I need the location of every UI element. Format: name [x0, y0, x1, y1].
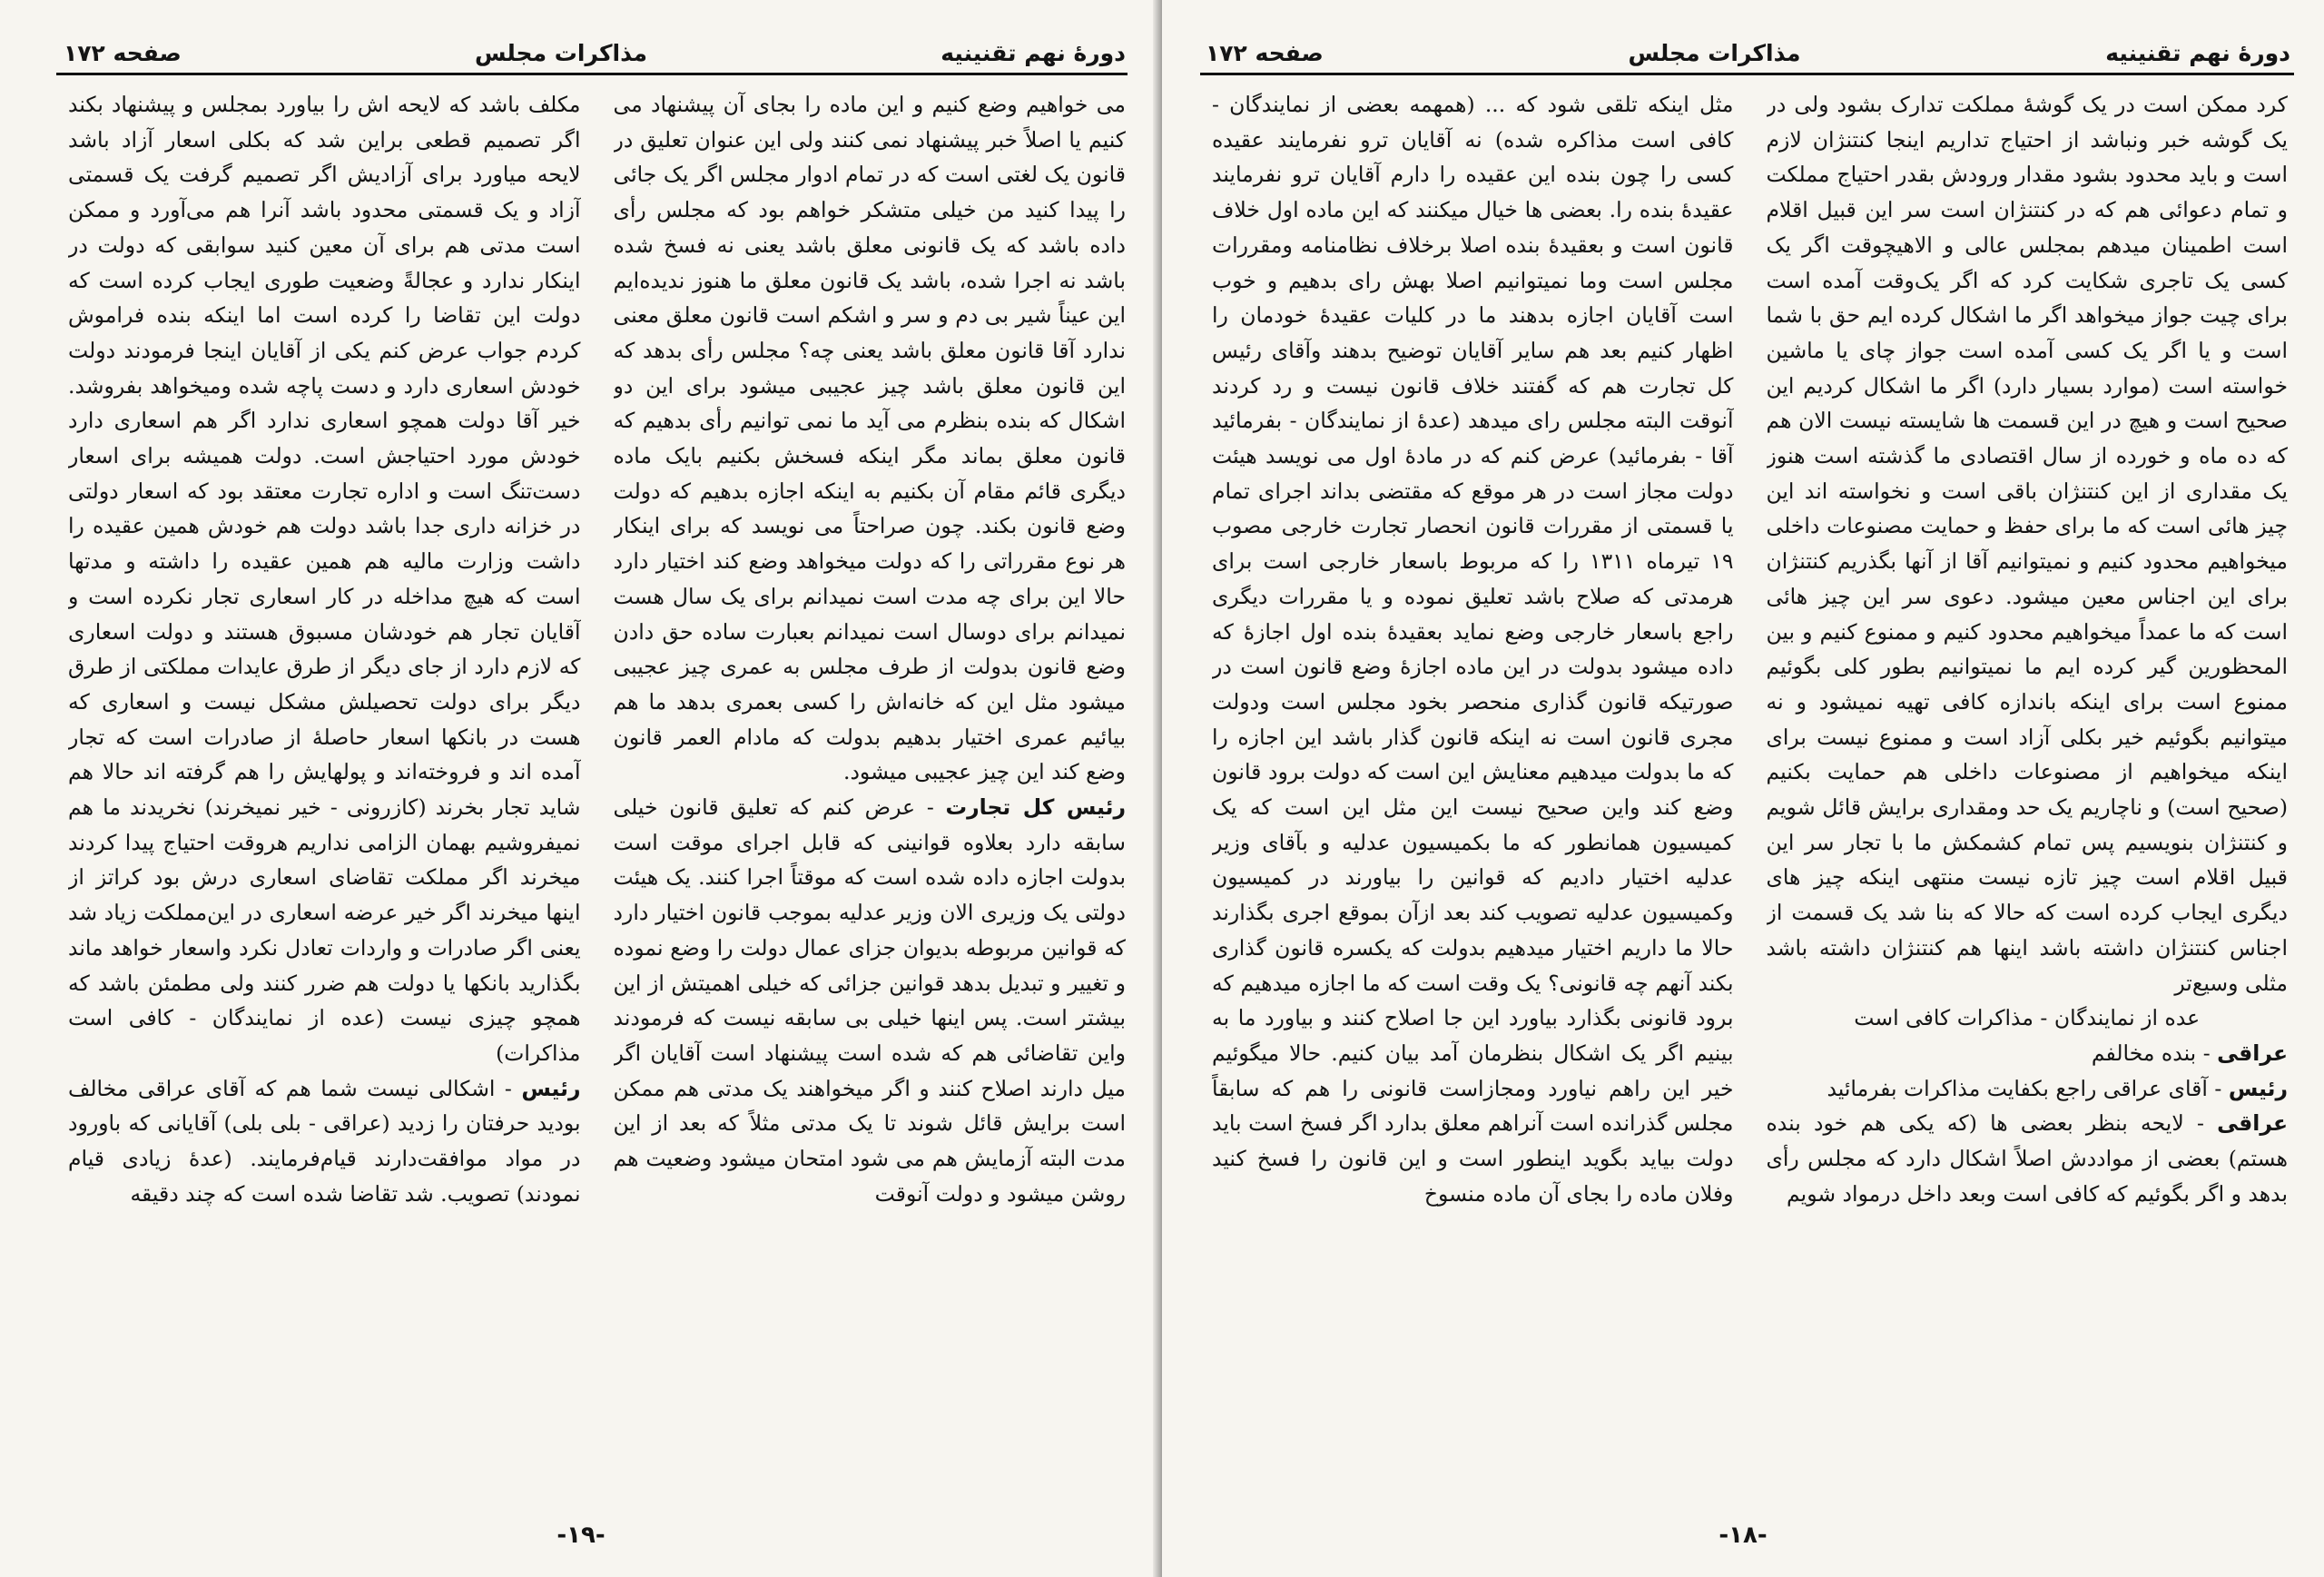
paragraph-text: عرض کنم که تعلیق قانون خیلی سابقه دارد بعلاوه قوانینی که قابل اجرای موقت است بدولت اجازه داده شده است که موقتاً اجرا کنند. یک هیئت دولتی یک وزیری الان وزیر عدلیه بموجب قانون اختیار دارد که قوانین مربوطه بدیوان جزای عمال دولت را وضع نموده و تغییر و تبدیل بدهد قوانین جزائی که خیلی اهمیتش از این بیشتر است. پس اینها خیلی بی سابقه نیست که فرمودند واین تقاضائی هم که شده است پیشنهاد است آقایان اگر میل دارند اصلاح کنند و اگر میخواهند یک مدتی هم ممکن است برایش قائل شوند تا یک مدتی مثلاً که بعد از این مدت البته آزمایش هم می شود امتحان میشود وضعیت هم روشن میشود و دولت آنوقت [613, 794, 1126, 1207]
paragraph-text: بنده مخالفم [2091, 1040, 2197, 1066]
page-number: -۱۹- [556, 1522, 606, 1549]
speaker-name: رئیس [521, 1075, 581, 1101]
paragraph-text: می خواهیم وضع کنیم و این ماده را بجای آن پیشنهاد می کنیم یا اصلاً خبر پیشنهاد نمی کنند ولی این عنوان تعلیق در قانون یک لغتی است که در تمام ادوار مجلس اگر یک جائی را پیدا کنید من خیلی متشکر خواهم بود که مجلس رأی داده باشد که یک قانونی معلق باشد یعنی نه فسخ شده باشد نه اجرا شده، باشد یک قانون معلق ما هنوز ندیده‌ایم این عیناً شیر بی دم و سر و اشکم است قانون معلق معنی ندارد آقا قانون معلق باشد یعنی چه؟ مجلس رأی بدهد که این قانون معلق باشد چیز عجیبی میشود برای این دو اشکال که بنده بنظرم می آید ما نمی توانیم رأی بدهیم که قانون معلق بماند مگر اینکه فسخش بکنیم بایک ماده دیگری قائم مقام آن بکنیم به اینکه اجازه بدهیم که دولت وضع قانون بکند. چون صراحتاً می نویسد که برای اینکار هر نوع مقرراتی را که دولت میخواهد وضع کند اختیار دارد حالا این برای چه مدت است نمیدانم برای یک سال هست نمیدانم برای دوسال است نمیدانم بعبارت ساده حق دادن وضع قانون بدولت از طرف مجلس به عمری چیز عجیبی میشود مثل این که خانه‌اش را کسی بعمری بدهد ما هم بیائیم عمری اختیار بدهیم بدولت که مادام العمر قانون وضع کند این چیز عجیبی میشود. [613, 92, 1126, 785]
header-rule [1200, 73, 2294, 75]
paragraph [68, 87, 581, 1071]
right-column [1767, 87, 2289, 1531]
paragraph: رئیس - اشکالی نیست شما هم که آقای عراقی مخالف بودید حرفتان را زدید (عراقی - بلی بلی) آقایانی که باورود در مواد موافقت‌دارند قیام‌فرمایند. (عدهٔ زیادی قیام نمودند) تصویب. شد تقاضا شده است که چند دقیقه [68, 1075, 581, 1207]
page-label: صفحه ۱۷۲ [1206, 39, 1324, 66]
speaker-name: عراقی [2217, 1040, 2288, 1066]
paragraph-text: اشکالی نیست شما هم که آقای عراقی مخالف بودید حرفتان را زدید (عراقی - بلی بلی) آقایانی که باورود در مواد موافقت‌دارند قیام‌فرمایند. (عدهٔ زیادی قیام نمودند) تصویب. شد تقاضا شده است که چند دقیقه [68, 1075, 581, 1207]
paragraph: رئیس کل تجارت - عرض کنم که تعلیق قانون خیلی سابقه دارد بعلاوه قوانینی که قابل اجرای موقت است بدولت اجازه داده شده است که موقتاً اجرا کنند. یک هیئت دولتی یک وزیری الان وزیر عدلیه بموجب قانون اختیار دارد که قوانین مربوطه بدیوان جزای عمال دولت را وضع نموده و تغییر و تبدیل بدهد قوانین جزائی که خیلی اهمیتش از این بیشتر است. پس اینها خیلی بی سابقه نیست که فرمودند واین تقاضائی هم که شده است پیشنهاد است آقایان اگر میل دارند اصلاح کنند و اگر میخواهند یک مدتی هم ممکن است برایش قائل شوند تا یک مدتی مثلاً که بعد از این مدت البته آزمایش هم می شود امتحان میشود وضعیت هم روشن میشود و دولت آنوقت [613, 794, 1126, 1207]
page-body [68, 87, 1126, 1531]
speaker-name: رئیس کل تجارت [945, 794, 1126, 821]
paragraph [1767, 1000, 2289, 1036]
paragraph [1767, 87, 2289, 1000]
page-label: صفحه ۱۷۲ [64, 39, 182, 66]
paragraph-text: مثل اینکه تلقی شود که ... (همهمه بعضی از نمایندگان - کافی است مذاکره شده) نه آقایان ترو نفرمایند عقیده کسی را چون بنده این عقیده را دارم آقایان ترو نفرمایند عقیدهٔ بنده را. بعضی ها خیال میکنند که این ماده اول خلاف قانون است و بعقیدهٔ بنده اصلا برخلاف نظامنامه ومقررات مجلس است وما نمیتوانیم اصلا بهش رای بدهیم و خوب است آقایان اجازه بدهند ما در کلیات عقیدهٔ خودمان را اظهار کنیم بعد هم سایر آقایان توضیح بدهند وآقای رئیس کل تجارت هم که گفتند خلاف قانون نیست و رد کردند آنوقت البته مجلس رای میدهد (عدهٔ از نمایندگان - بفرمائید آقا - بفرمائید) عرض کنم که در مادهٔ اول می نویسد هیئت دولت مجاز است در هر موقع که مقتضی بداند اجرای تمام یا قسمتی از مقررات قانون انحصار تجارت خارجی مصوب ۱۹ تیرماه ۱۳۱۱ را که مربوط باسعار خارجی است برای هرمدتی که صلاح باشد تعلیق نموده و یا مقررات دیگری راجع باسعار خارجی وضع نماید بعقیدهٔ بنده اول اجازهٔ که داده میشود بدولت در این ماده اجازهٔ وضع قانون است در صورتیکه قانون گذاری منحصر بخود مجلس است ودولت مجری قانون است نه اینکه قانون گذار باشد این اجازه را که ما بدولت میدهیم معنایش این است که دولت برود قانون وضع کند واین صحیح نیست این مثل این است که یک کمیسیون همانطور که ما بکمیسیون عدلیه و بآقای وزیر عدلیه اختیار دادیم که قوانین را بیاورند در کمیسیون وکمیسیون عدلیه تصویب کند بعد ازآن بموقع اجری بگذارند حالا ما داریم اختیار میدهیم بدولت که یکسره قانون گذاری بکند آنهم چه قانونی؟ یک وقت است که ما اجازه میدهیم که برود قانونی بگذارد بیاورد این جا اصلاح کنند و بیاورد ما به بینیم اگر یک اشکال بنظرمان آمد بیان کنیم. حالا میگوئیم خیر این راهم نیاورد ومجازاست قانونی را هم که سابقاً مجلس گذرانده است آنراهم معلق بدارد اگر فسخ است باید دولت بیاید بگوید اینطور است و این قانون را فسخ کنید وفلان ماده را بجای آن ماده منسوخ [1212, 92, 1734, 1207]
paragraph-text: کرد ممکن است در یک گوشهٔ مملکت تدارک بشود ولی در یک گوشه خبر ونباشد از احتیاج تداریم اینجا کنتنژان لازم است و باید محدود بشود مقدار ورودش بقدر احتیاج مملکت و تمام دعوائی هم که در کنتنژان است سر این قبیل اقلام است اطمینان میدهم بمجلس عالی و الاهیچوقت اگر یک کسی یک تاجری شکایت کرد که اگر یک‌وقت آمده است برای چیت جواز میخواهد اگر ما اشکال کرده ایم حق با شما است و یا اگر یک کسی آمده است جواز چای یا ماشین خواسته است (موارد بسیار دارد) اگر ما اشکال کردیم این صحیح است و هیچ در این قسمت ها شایسته نیست الان هم که ده ماه و خورده از سال اقتصادی ما گذشته است هنوز یک مقداری از این کنتنژان باقی است و نخواسته اند این چیز هائی است که ما برای حفظ و حمایت مصنوعات داخلی میخواهیم محدود کنیم و نمیتوانیم آقا از آنها بگذریم کنتنژان برای این اجناس معین میشود. دعوی سر این چیز هائی است که ما عمداً میخواهیم محدود کنیم و ممنوع کنیم و بین المحظورین گیر کرده ایم ما نمیتوانیم بطور کلی بگوئیم ممنوع است برای اینکه باندازه کافی تهیه نمیشود و نه میتوانیم بگوئیم خیر بکلی آزاد است و ممنوع نیست برای اینکه میخواهیم از مصنوعات داخلی هم حمایت بکنیم (صحیح است) و ناچاریم یک حد ومقداری برایش قائل شویم و کنتنژان بنویسیم پس تمام کشمکش ما با تجار سر این قبیل اقلام است چیز تازه نیست منتهی اینکه چیز های دیگری ایجاب کرده است که حالا که بنا شد یک قسمت از اجناس کنتنژان داشته باشد اینها هم کنتنژان داشته باشد مثلی وسیع‌تر [1766, 92, 2288, 996]
left-column [1212, 87, 1734, 1531]
paragraph: عراقی - لایحه بنظر بعضی ها (که یکی هم خود بنده هستم) بعضی از مواددش اصلاً اشکال دارد که مجلس رأی بدهد و اگر بگوئیم که کافی است وبعد داخل درمواد شویم [1766, 1110, 2288, 1207]
paragraph [1212, 87, 1734, 1212]
paragraph: رئیس - آقای عراقی راجع بکفایت مذاکرات بفرمائید [1827, 1075, 2288, 1101]
header-rule [56, 73, 1128, 75]
left-column [68, 87, 581, 1531]
page-header [1206, 36, 2290, 69]
journal-title: مذاکرات مجلس [475, 39, 648, 66]
journal-title: مذاکرات مجلس [1628, 39, 1801, 66]
paragraph [614, 87, 1127, 790]
paragraph-text: آقای عراقی راجع بکفایت مذاکرات بفرمائید [1827, 1075, 2208, 1101]
speaker-name: عراقی [2217, 1110, 2288, 1137]
page-number: -۱۸- [1718, 1522, 1768, 1549]
right-column [614, 87, 1127, 1531]
period-label: دورهٔ نهم تقنینیه [940, 39, 1126, 66]
page-header [64, 36, 1126, 69]
paragraph: عراقی - بنده مخالفم [2091, 1040, 2288, 1066]
page-body [1212, 87, 2288, 1531]
paragraph-text: مکلف باشد که لایحه اش را بیاورد بمجلس و پیشنهاد بکند اگر تصمیم قطعی براین شد که بکلی اسعار آزاد باشد لایحه میاورد برای آزادیش اگر تصمیم گرفت یک قسمتی آزاد و یک قسمتی محدود باشد آنرا هم می‌آورد و ممکن است مدتی هم برای آن معین کنید سوابقی که دولت در اینکار ندارد و عجالةً وضعیت طوری ایجاب کرده است که دولت این تقاضا را کرده است اما اینکه بنده فراموش کردم جواب عرض کنم یکی از آقایان اینجا فرمودند دولت خودش اسعاری دارد و دست پاچه شده ومیخواهد بفروشد. خیر آقا دولت همچو اسعاری ندارد اگر هم اسعاری دارد خودش مورد احتیاجش است. دولت همیشه برای اسعار دست‌تنگ است و اداره تجارت معتقد بود که اسعار دولتی در خزانه داری جدا باشد دولت هم خودش همین عقیده را داشت وزارت مالیه هم همین عقیده را داشته و مدتها است که هیچ مداخله در کار اسعاری تجار نکرده است و آقایان تجار هم خودشان مسبوق هستند و دولت اسعاری که لازم دارد از جای دیگر از طرق عایدات مملکتی از طرق دیگر برای دولت تحصیلش مشکل نیست و اسعاری که هست در بانکها اسعار حاصلهٔ از صادرات است که تجار آمده اند و فروخته‌اند و پولهایش را هم گرفته اند حالا هم شاید تجار بخرند (کازرونی - خیر نمیخرند) نخریدند ما هم نمیفروشیم بهمان الزامی نداریم هروقت احتیاج پیدا کردند میخرند اگر مملکت تقاضای اسعاری درش بود کراتز از اینها میخرند اگر خیر عرضه اسعاری در این‌مملکت زیاد شد یعنی اگر صادرات و واردات تعادل نکرد واسعار خواهد ماند بگذارید بانکها یا دولت هم ضرر کنند ولی مطمئن باشد که همچو چیزی نیست (عده از نمایندگان - کافی است مذاکرات) [68, 92, 581, 1066]
speaker-name: رئیس [2228, 1075, 2288, 1101]
period-label: دورهٔ نهم تقنینیه [2105, 39, 2290, 66]
right-page [1162, 0, 2324, 1577]
paragraph-text: لایحه بنظر بعضی ها (که یکی هم خود بنده هستم) بعضی از مواددش اصلاً اشکال دارد که مجلس رأی بدهد و اگر بگوئیم که کافی است وبعد داخل درمواد شویم [1766, 1110, 2288, 1207]
paragraph-text: عده از نمایندگان - مذاکرات کافی است [1854, 1005, 2201, 1031]
